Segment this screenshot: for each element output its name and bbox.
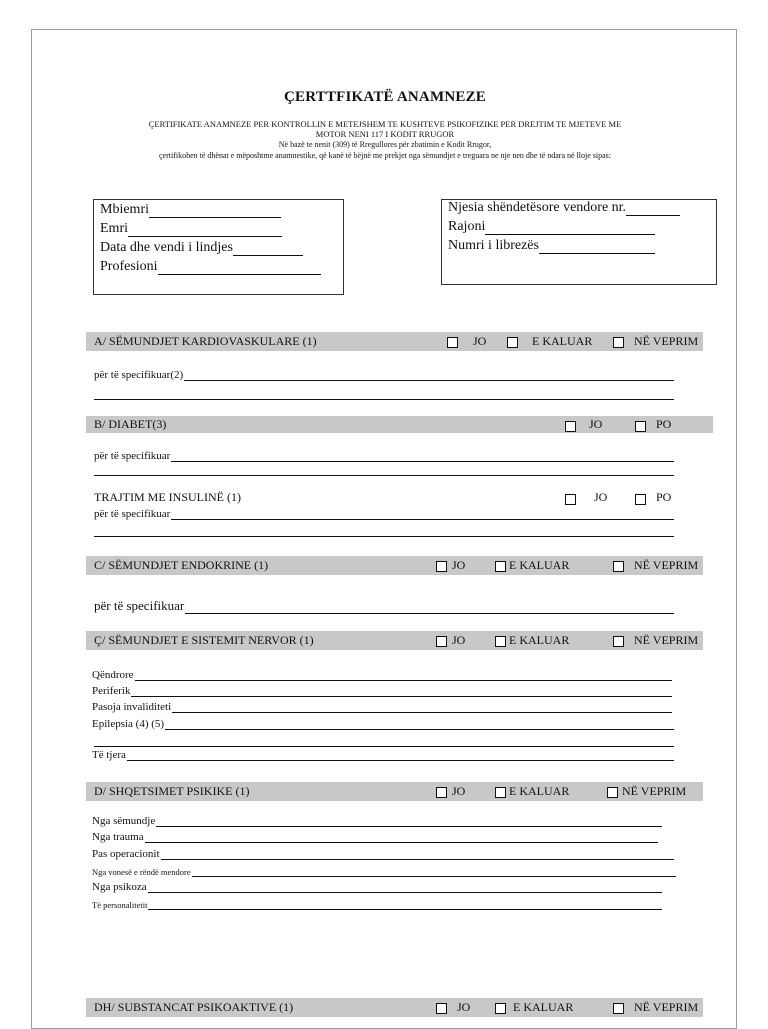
section-a-specify-label: për të specifikuar(2)	[94, 369, 184, 381]
psychic-personality-field[interactable]	[92, 899, 662, 910]
insulin-specify-label: për të specifikuar	[94, 508, 171, 520]
section-c-header	[86, 556, 703, 575]
section-cc-kaluar-checkbox[interactable]	[495, 636, 506, 647]
section-a-jo-label: JO	[473, 334, 487, 348]
section-dh-kaluar-checkbox[interactable]	[495, 1003, 506, 1014]
section-cc-veprim-label: NË VEPRIM	[634, 633, 699, 647]
section-b-specify-field[interactable]	[94, 450, 674, 462]
section-c-kaluar-checkbox[interactable]	[495, 561, 506, 572]
subtitle-line-3: Në bazë te nenit (309) të Rregullores për zbatimin e Kodit Rrugor,	[278, 140, 492, 149]
psychic-retardation-field[interactable]	[92, 866, 676, 877]
section-d-kaluar-label: E KALUAR	[509, 784, 570, 798]
psychic-trauma-label: Nga trauma	[92, 831, 144, 843]
insulin-jo-label: JO	[594, 490, 608, 504]
nervous-epilepsy-label: Epilepsia (4) (5)	[92, 718, 165, 730]
nervous-epilepsy-field[interactable]	[92, 718, 674, 730]
section-a-kaluar-label: E KALUAR	[532, 334, 593, 348]
section-cc-kaluar-label: E KALUAR	[509, 633, 570, 647]
section-b-specify-label: për të specifikuar	[94, 450, 171, 462]
subtitle-line-2: MOTOR NENI 117 I KODIT RRUGOR	[315, 129, 455, 139]
birth-field[interactable]	[100, 240, 303, 256]
name-label: Emri	[100, 221, 128, 236]
section-b-extra-line[interactable]	[94, 475, 674, 476]
section-a-header	[86, 332, 703, 351]
section-cc-header	[86, 631, 703, 650]
section-d-veprim-checkbox[interactable]	[607, 787, 618, 798]
birth-label: Data dhe vendi i lindjes	[100, 240, 233, 255]
nervous-central-field[interactable]	[92, 669, 672, 681]
section-cc-title: Ç/ SËMUNDJET E SISTEMIT NERVOR (1)	[94, 633, 314, 647]
surname-label: Mbiemri	[100, 202, 149, 217]
health-unit-box	[441, 199, 717, 285]
section-c-specify-field[interactable]	[94, 598, 674, 614]
insulin-specify-field[interactable]	[94, 508, 674, 520]
nervous-peripheral-field[interactable]	[92, 685, 672, 697]
profession-field[interactable]	[100, 259, 321, 275]
nervous-peripheral-label: Periferik	[92, 685, 131, 697]
nervous-disability-label: Pasoja invaliditeti	[92, 701, 172, 713]
section-dh-header	[86, 998, 703, 1017]
nervous-disability-field[interactable]	[92, 701, 672, 713]
section-d-title: D/ SHQETSIMET PSIKIKE (1)	[94, 784, 250, 798]
section-a-specify-field[interactable]	[94, 369, 674, 381]
section-b-jo-label: JO	[589, 417, 603, 431]
section-c-kaluar-label: E KALUAR	[509, 558, 570, 572]
psychic-trauma-field[interactable]	[92, 831, 658, 843]
subtitle-line-4: çertifikohen të dhënat e mëposhtme anamnestike, që kanë të bëjnë me prekjet nga sëmundjet e treguara ne nje nen dhe të ndara në lloje sipas:	[158, 151, 612, 160]
section-dh-veprim-label: NË VEPRIM	[634, 1000, 699, 1014]
section-c-veprim-checkbox[interactable]	[613, 561, 624, 572]
unit-number-field[interactable]	[448, 200, 680, 216]
section-d-veprim-label: NË VEPRIM	[622, 784, 687, 798]
booklet-number-label: Numri i librezës	[448, 238, 539, 253]
section-a-extra-line[interactable]	[94, 399, 674, 400]
region-field[interactable]	[448, 219, 655, 235]
surname-field[interactable]	[100, 202, 281, 218]
psychic-illness-label: Nga sëmundje	[92, 815, 156, 827]
section-c-veprim-label: NË VEPRIM	[634, 558, 699, 572]
section-d-jo-label: JO	[452, 784, 466, 798]
booklet-number-field[interactable]	[448, 238, 655, 254]
nervous-other-label: Të tjera	[92, 749, 126, 761]
psychic-surgery-field[interactable]	[92, 848, 674, 860]
certificate-page	[31, 29, 737, 1029]
section-dh-title: DH/ SUBSTANCAT PSIKOAKTIVE (1)	[94, 1000, 294, 1014]
insulin-extra-line[interactable]	[94, 536, 674, 537]
section-cc-jo-checkbox[interactable]	[436, 636, 447, 647]
section-a-title: A/ SËMUNDJET KARDIOVASKULARE (1)	[94, 334, 317, 348]
section-a-veprim-label: NË VEPRIM	[634, 334, 699, 348]
region-label: Rajoni	[448, 219, 486, 234]
insulin-po-label: PO	[656, 490, 672, 504]
psychic-personality-label: Të personalitetit	[92, 900, 148, 910]
personal-info-box	[93, 199, 344, 295]
insulin-po-checkbox[interactable]	[635, 494, 646, 505]
nervous-central-label: Qëndrore	[92, 669, 134, 681]
section-b-jo-checkbox[interactable]	[565, 421, 576, 432]
unit-number-label: Njesia shëndetësore vendore nr.	[448, 200, 627, 215]
section-b-po-checkbox[interactable]	[635, 421, 646, 432]
section-d-header	[86, 782, 703, 801]
insulin-title: TRAJTIM ME INSULINË (1)	[94, 490, 241, 504]
insulin-jo-checkbox[interactable]	[565, 494, 576, 505]
subtitle-line-1: ÇERTIFIKATE ANAMNEZE PER KONTROLLIN E METEJSHEM TE KUSHTEVE PSIKOFIZIKE PER DREJTIM TE MJETEVE ME	[148, 119, 622, 129]
section-b-po-label: PO	[656, 417, 672, 431]
section-b-header	[86, 416, 713, 433]
section-c-title: C/ SËMUNDJET ENDOKRINE (1)	[94, 558, 269, 572]
document-title: ÇERTTFIKATË ANAMNEZE	[284, 89, 486, 105]
psychic-illness-field[interactable]	[92, 815, 662, 827]
nervous-extra-line[interactable]	[94, 746, 674, 747]
psychic-psychosis-field[interactable]	[92, 881, 662, 893]
section-c-specify-label: për të specifikuar	[94, 598, 185, 613]
section-a-jo-checkbox[interactable]	[447, 337, 458, 348]
psychic-psychosis-label: Nga psikoza	[92, 881, 147, 893]
section-a-kaluar-checkbox[interactable]	[507, 337, 518, 348]
psychic-surgery-label: Pas operacionit	[92, 848, 160, 860]
section-d-kaluar-checkbox[interactable]	[495, 787, 506, 798]
name-field[interactable]	[100, 221, 282, 237]
section-dh-jo-label: JO	[457, 1000, 471, 1014]
section-c-jo-checkbox[interactable]	[436, 561, 447, 572]
section-dh-veprim-checkbox[interactable]	[613, 1003, 624, 1014]
psychic-retardation-label: Nga vonesë e rëndë mendore	[92, 867, 191, 877]
section-b-title: B/ DIABET(3)	[94, 417, 167, 431]
section-cc-jo-label: JO	[452, 633, 466, 647]
profession-label: Profesioni	[100, 259, 158, 274]
section-a-veprim-checkbox[interactable]	[613, 337, 624, 348]
section-dh-kaluar-label: E KALUAR	[513, 1000, 574, 1014]
section-c-jo-label: JO	[452, 558, 466, 572]
section-cc-veprim-checkbox[interactable]	[613, 636, 624, 647]
section-dh-jo-checkbox[interactable]	[436, 1003, 447, 1014]
nervous-other-field[interactable]	[92, 749, 674, 761]
section-d-jo-checkbox[interactable]	[436, 787, 447, 798]
